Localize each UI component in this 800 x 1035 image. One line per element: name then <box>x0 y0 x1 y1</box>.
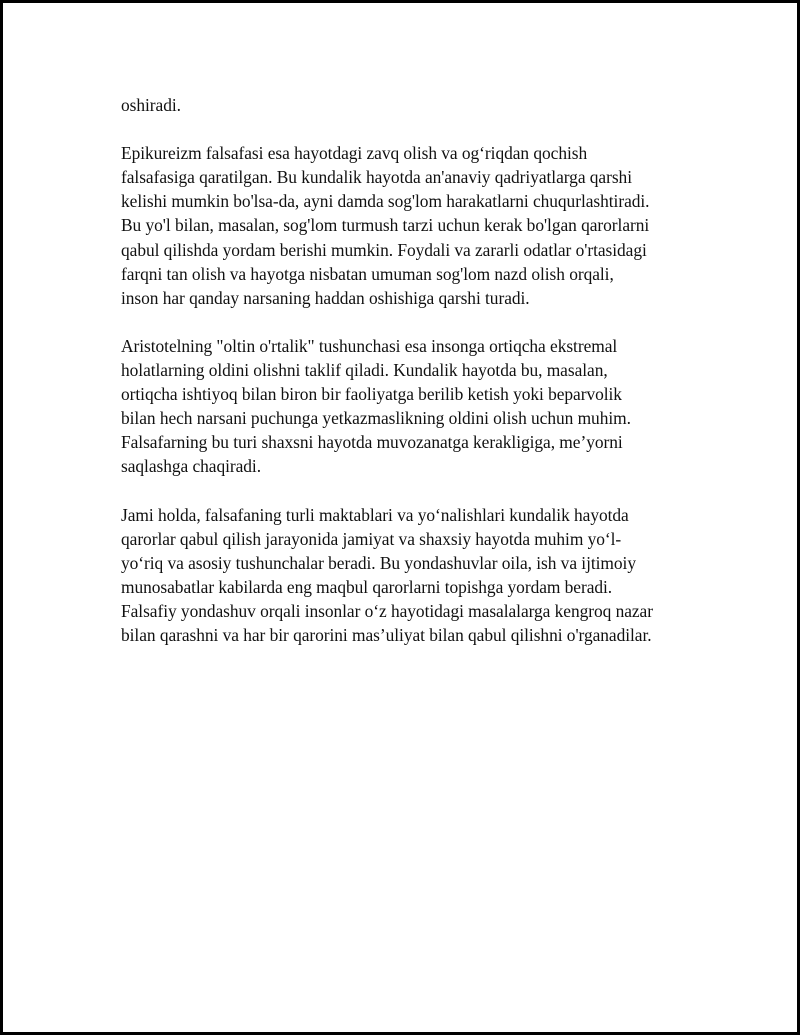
text-line: munosabatlar kabilarda eng maqbul qarorlarni topishga yordam beradi. <box>121 576 613 597</box>
text-line: Bu yo'l bilan, masalan, sog'lom turmush tarzi uchun kerak bo'lgan qarorlarni <box>121 215 650 236</box>
text-line: ortiqcha ishtiyoq bilan biron bir faoliyatga berilib ketish yoki beparvolik <box>121 384 622 405</box>
text-line: Aristotelning "oltin o'rtalik" tushunchasi esa insonga ortiqcha ekstremal <box>121 335 618 356</box>
text-line: Falsafarning bu turi shaxsni hayotda muvozanatga kerakligiga, me’yorni <box>121 432 623 453</box>
paragraph-1 <box>121 93 701 117</box>
text-line: qarorlar qabul qilish jarayonida jamiyat va shaxsiy hayotda muhim yo‘l- <box>121 528 622 549</box>
text-line: saqlashga chaqiradi. <box>121 456 262 477</box>
text-line: kelishi mumkin bo'lsa-da, ayni damda sog'lom harakatlarni chuqurlashtiradi. <box>121 191 650 212</box>
text-line: Falsafiy yondashuv orqali insonlar o‘z hayotidagi masalalarga kengroq nazar <box>121 600 653 621</box>
text-line: holatlarning oldini olishni taklif qiladi. Kundalik hayotda bu, masalan, <box>121 360 608 381</box>
text-line: Jami holda, falsafaning turli maktablari va yo‘nalishlari kundalik hayotda <box>121 504 629 525</box>
text-line: bilan qarashni va har bir qarorini mas’uliyat bilan qabul qilishni o'rganadilar. <box>121 625 652 646</box>
paragraph-2 <box>121 141 701 310</box>
paragraph-3 <box>121 334 701 479</box>
text-line: Epikureizm falsafasi esa hayotdagi zavq olish va og‘riqdan qochish <box>121 143 588 164</box>
text-line: oshiradi. <box>121 95 181 115</box>
text-line: yo‘riq va asosiy tushunchalar beradi. Bu yondashuvlar oila, ish va ijtimoiy <box>121 552 636 573</box>
paragraph-4 <box>121 503 701 648</box>
document-body <box>121 93 701 671</box>
text-line: farqni tan olish va hayotga nisbatan umuman sog'lom nazd olish orqali, <box>121 263 614 284</box>
text-line: inson har qanday narsaning haddan oshishiga qarshi turadi. <box>121 287 530 308</box>
text-line: falsafasiga qaratilgan. Bu kundalik hayotda an'anaviy qadriyatlarga qarshi <box>121 167 632 188</box>
text-line: bilan hech narsani puchunga yetkazmaslikning oldini olish uchun muhim. <box>121 408 631 429</box>
text-line: qabul qilishda yordam berishi mumkin. Foydali va zararli odatlar o'rtasidagi <box>121 239 647 260</box>
